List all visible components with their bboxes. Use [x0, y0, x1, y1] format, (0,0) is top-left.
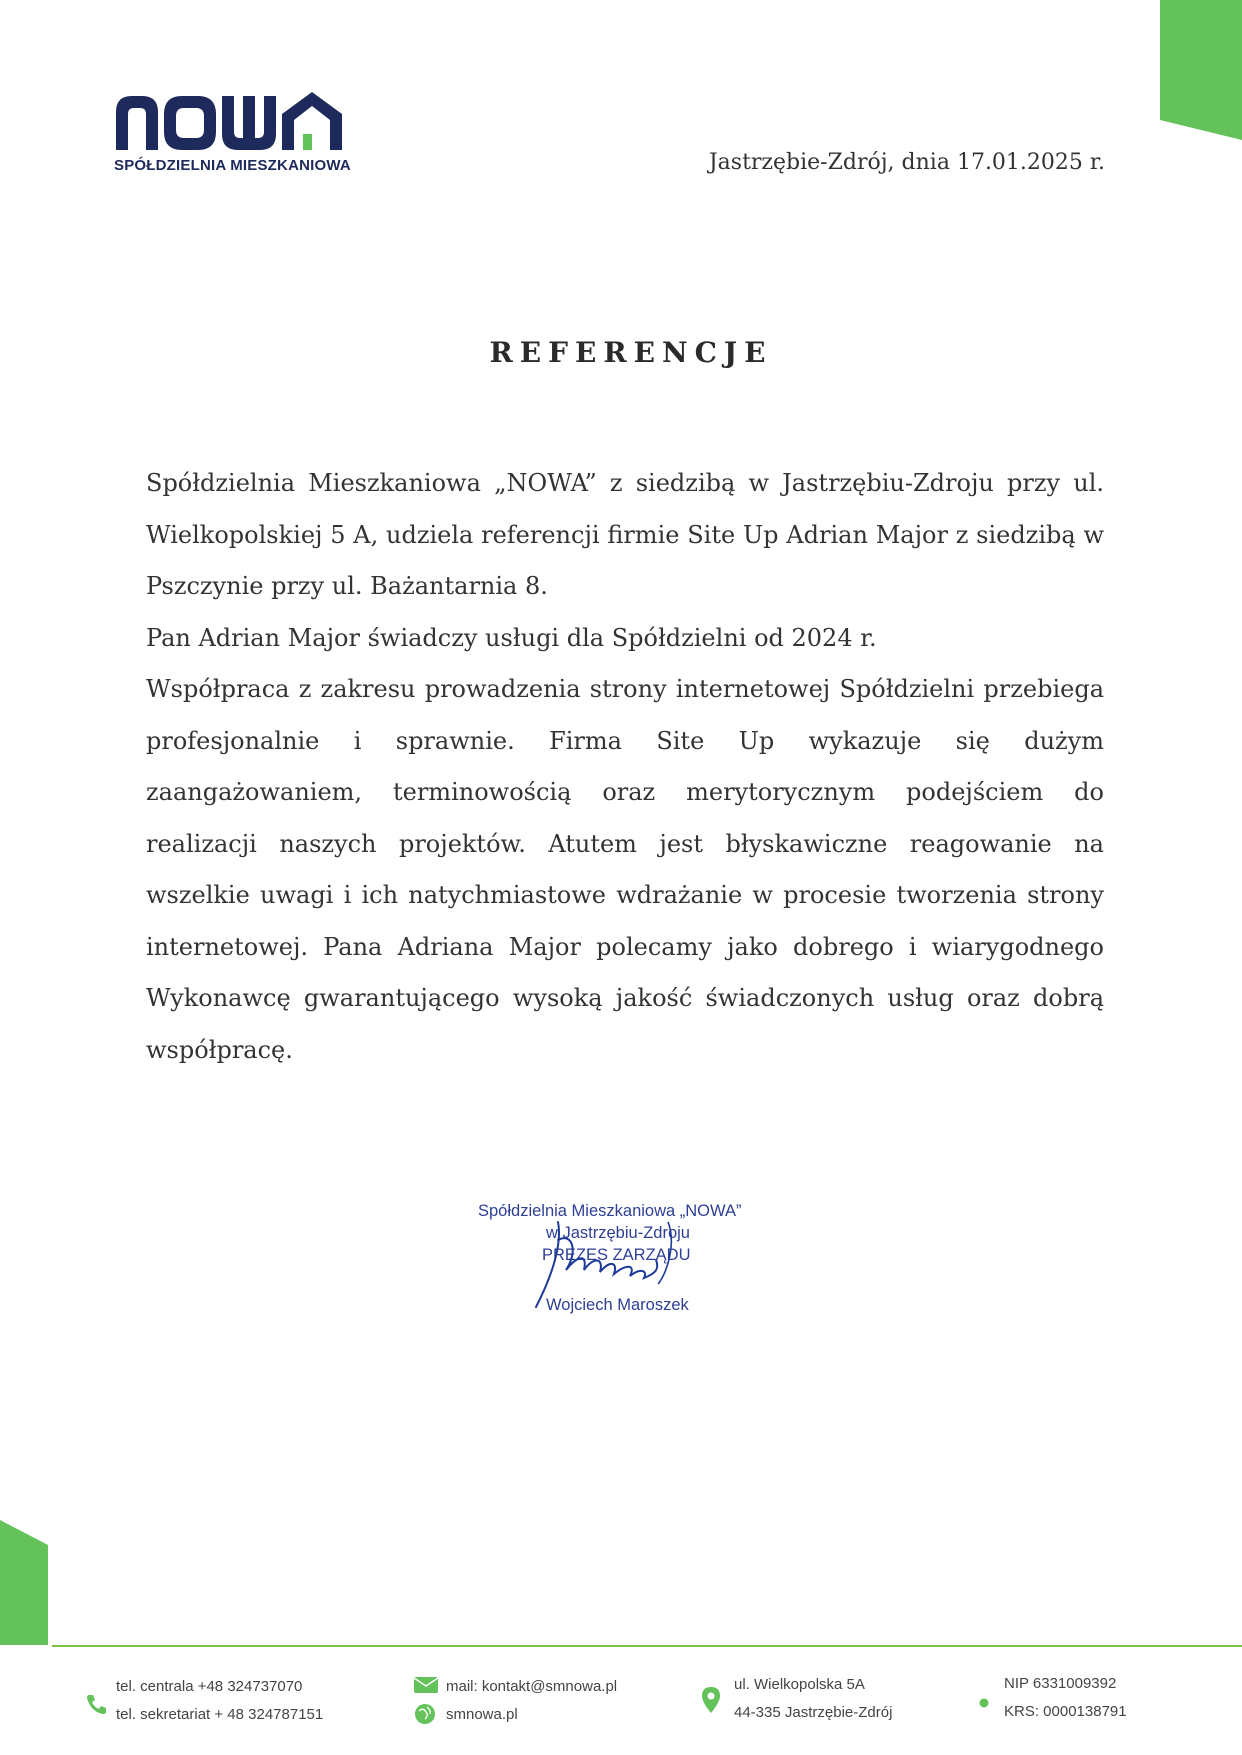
organization-logo [112, 90, 372, 180]
footer-contacts [446, 1673, 617, 1729]
body-paragraph: Pan Adrian Major świadczy usługi dla Spółdzielni od 2024 r. [146, 623, 877, 652]
place-and-date: Jastrzębie-Zdrój, dnia 17.01.2025 r. [708, 150, 1105, 175]
stamp-line-position: PREZES ZARZĄDU [542, 1246, 691, 1264]
location-pin-icon [702, 1687, 720, 1713]
mail-icon [414, 1675, 438, 1693]
phone-central: tel. centrala +48 324737070 [116, 1678, 303, 1695]
contact-website: smnowa.pl [446, 1706, 518, 1723]
logo-subtitle: SPÓŁDZIELNIA MIESZKANIOWA [114, 157, 351, 174]
registry-nip: NIP 6331009392 [1004, 1675, 1117, 1692]
nowa-logo-mark [112, 90, 358, 152]
document-title: REFERENCJE [489, 336, 773, 369]
footer-registry [1004, 1670, 1127, 1726]
body-paragraph: Współpraca z zakresu prowadzenia strony internetowej Spółdzielni przebiega profesjonalnie i sprawnie. Firma Site Up wykazuje się dużym zaangażowaniem, terminowością oraz merytorycznym podejściem do realizacji naszych projektów. Atutem jest błyskawiczne reagowanie na wszelkie uwagi i ich natychmiastowe wdrażanie w procesie tworzenia strony internetowej. Pana Adriana Major polecamy jako dobrego i wiarygodnego Wykonawcę gwarantującego wysoką jakość świadczonych usług oraz dobrą współpracę. [146, 675, 1104, 1064]
registry-krs: KRS: 0000138791 [1004, 1703, 1127, 1720]
page-footer [0, 1665, 1242, 1745]
footer-phones [116, 1673, 323, 1729]
letter-body [146, 458, 1104, 1076]
globe-icon [414, 1703, 436, 1725]
green-corner-decoration [1160, 0, 1242, 140]
footer-address [734, 1671, 892, 1727]
address-street: ul. Wielkopolska 5A [734, 1676, 865, 1693]
stamp-line-organization: Spółdzielnia Mieszkaniowa „NOWA” [478, 1202, 742, 1220]
dot-icon [979, 1698, 989, 1708]
footer-divider [52, 1645, 1242, 1647]
stamp-line-name: Wojciech Maroszek [546, 1296, 689, 1314]
handwritten-signature [518, 1212, 708, 1312]
phone-icon [86, 1693, 106, 1715]
contact-email: mail: kontakt@smnowa.pl [446, 1678, 618, 1695]
phone-secretary: tel. sekretariat + 48 324787151 [116, 1706, 324, 1723]
body-paragraph: Spółdzielnia Mieszkaniowa „NOWA” z siedzibą w Jastrzębiu-Zdroju przy ul. Wielkopolskiej 5 A, udziela referencji firmie Site Up Adrian Major z siedzibą w Pszczynie przy ul. Bażantarnia 8. [146, 469, 1104, 600]
address-city: 44-335 Jastrzębie-Zdrój [734, 1704, 893, 1721]
stamp-line-location: w Jastrzębiu-Zdroju [546, 1224, 690, 1242]
green-side-decoration [0, 1520, 48, 1645]
